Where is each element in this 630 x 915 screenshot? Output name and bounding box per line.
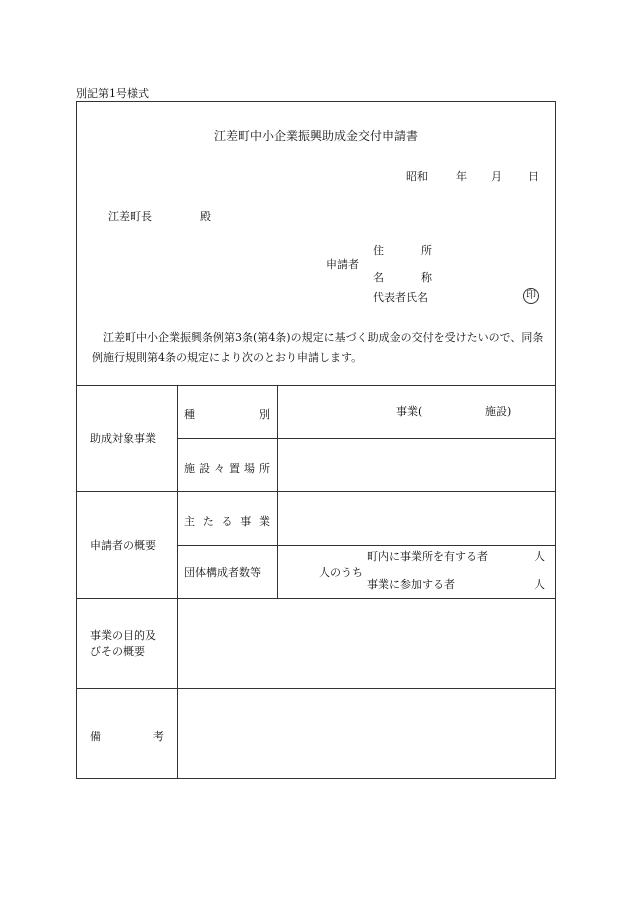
row-label-type-char2: 別: [259, 408, 270, 421]
main-business-char: た: [202, 515, 214, 528]
row-label-type: [184, 406, 270, 422]
remarks-char2: 考: [153, 730, 164, 743]
members-participating: 事業に参加する者: [367, 578, 455, 591]
type-value-facility: 施設): [485, 405, 512, 418]
facility-location-char: 々: [214, 462, 225, 475]
row-label-facility-location: [184, 460, 270, 476]
applicant-name-char1: 名: [373, 271, 384, 284]
row-rule-1: [177, 438, 556, 439]
sublabel-column-rule: [277, 385, 278, 598]
main-business-char: 業: [259, 515, 270, 528]
unit-persons-2: 人: [534, 578, 545, 591]
facility-location-char: 設: [199, 462, 210, 475]
section-label-purpose-line1: 事業の目的及: [90, 629, 156, 642]
section-rule-3: [76, 688, 556, 689]
form-number: 別記第1号様式: [76, 87, 149, 100]
row-label-main-business: [184, 513, 270, 529]
date-year: 年: [456, 170, 467, 183]
facility-location-char: 場: [244, 462, 255, 475]
facility-location-char: 施: [184, 462, 195, 475]
section-rule-2: [76, 598, 556, 599]
unit-persons-1: 人: [534, 550, 545, 563]
date-month: 月: [491, 170, 502, 183]
section-label-remarks: [90, 728, 164, 744]
section-label-applicant-overview: 申請者の概要: [90, 539, 156, 552]
row-label-type-char1: 種: [184, 408, 195, 421]
table-top-rule: [76, 385, 556, 386]
applicant-label: 申請者: [326, 258, 359, 271]
section-label-subsidy-project: 助成対象事業: [90, 432, 156, 445]
main-business-char: 主: [184, 515, 195, 528]
facility-location-char: 所: [259, 462, 270, 475]
facility-location-char: 置: [229, 462, 240, 475]
main-business-char: 事: [240, 515, 252, 528]
date-day: 日: [528, 170, 539, 183]
section-rule-1: [76, 491, 556, 492]
form-title: 江差町中小企業振興助成金交付申請書: [213, 129, 418, 143]
applicant-address-char1: 住: [373, 244, 384, 257]
applicant-address-char2: 所: [421, 244, 432, 257]
type-value-project: 事業(: [396, 405, 423, 418]
label-column-rule: [177, 385, 178, 779]
applicant-name-char2: 称: [421, 271, 432, 284]
main-business-char: る: [221, 515, 233, 528]
row-rule-2: [177, 545, 556, 546]
row-label-member-count: 団体構成者数等: [184, 566, 261, 579]
remarks-char1: 備: [90, 730, 101, 743]
addressee-honorific: 殿: [200, 210, 211, 223]
addressee-name: 江差町長: [108, 210, 152, 223]
members-with-local-office: 町内に事業所を有する者: [367, 550, 488, 563]
seal-mark: 印: [523, 288, 539, 304]
application-statement: 江差町中小企業振興条例第3条(第4条)の規定に基づく助成金の交付を受けたいので、同条例施行規則第4条の規定により次のとおり申請します。: [92, 331, 544, 364]
member-count-prefix: 人のうち: [319, 566, 363, 579]
section-label-purpose-line2: びその概要: [90, 645, 145, 658]
date-era: 昭和: [406, 170, 428, 183]
applicant-representative: 代表者氏名: [373, 291, 428, 304]
